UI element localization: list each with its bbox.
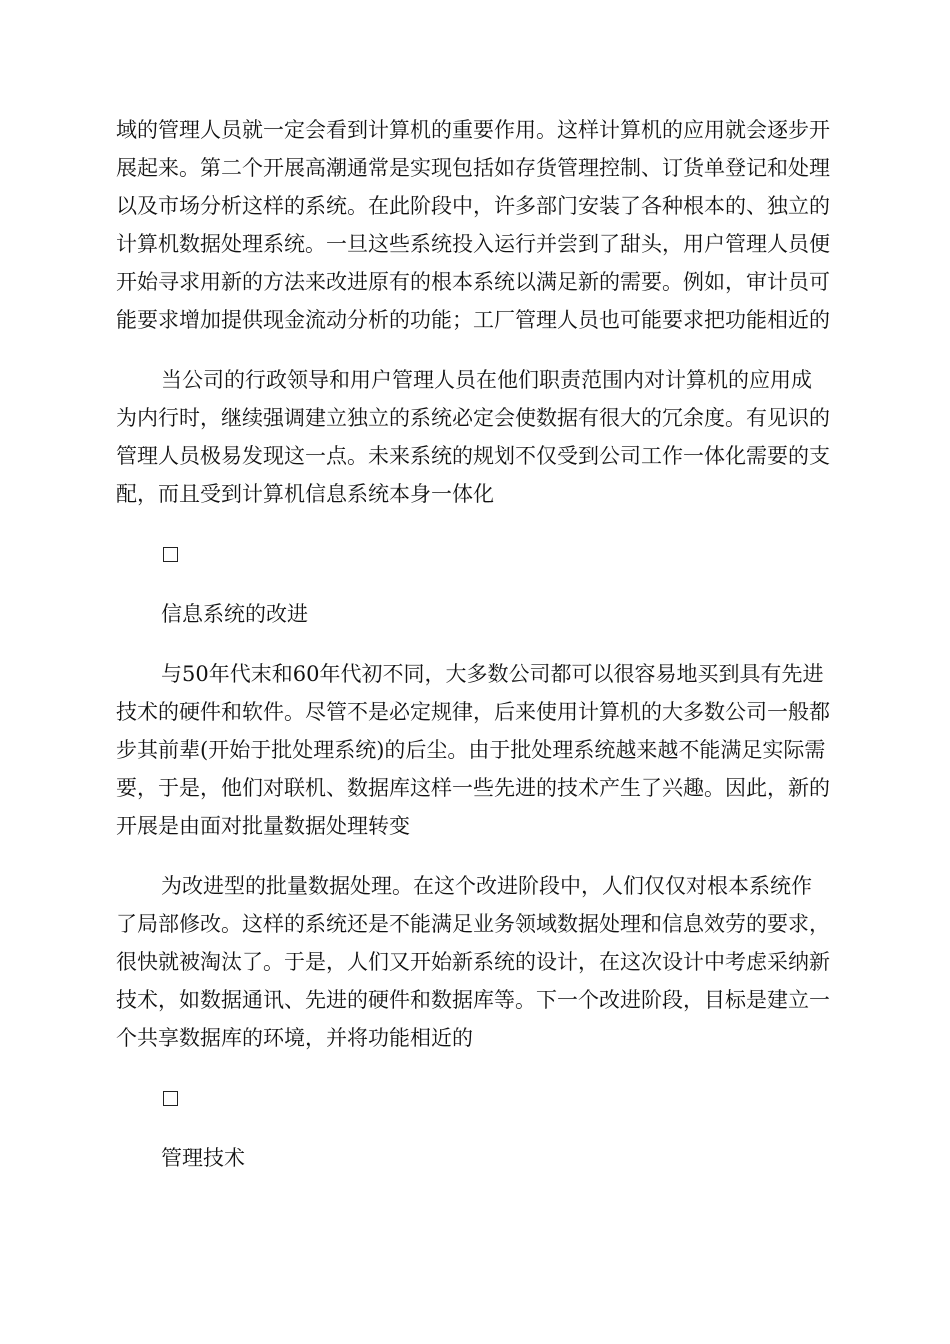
box-marker-line-2: [116, 1079, 832, 1117]
section-heading-management: 管理技术: [161, 1146, 245, 1170]
section-heading-info-system: 信息系统的改进: [161, 602, 308, 626]
checkbox-square-icon: [163, 547, 178, 562]
box-marker-line-1: [116, 535, 832, 573]
checkbox-square-icon: [163, 1091, 178, 1106]
paragraph-2: 当公司的行政领导和用户管理人员在他们职责范围内对计算机的应用成为内行时，继续强调建立独立的系统必定会使数据有很大的冗余度。有见识的管理人员极易发现这一点。未来系统的规划不仅受到公司工作一体化需要的支配，而且受到计算机信息系统本身一体化: [116, 368, 830, 506]
paragraph-3: 与50年代末和60年代初不同，大多数公司都可以很容易地买到具有先进技术的硬件和软件。尽管不是必定规律，后来使用计算机的大多数公司一般都步其前辈(开始于批处理系统)的后尘。由于批处理系统越来越不能满足实际需要，于是，他们对联机、数据库这样一些先进的技术产生了兴趣。因此，新的开展是由面对批量数据处理转变: [116, 662, 830, 838]
paragraph-1: 域的管理人员就一定会看到计算机的重要作用。这样计算机的应用就会逐步开展起来。第二个开展高潮通常是实现包括如存货管理控制、订货单登记和处理以及市场分析这样的系统。在此阶段中，许多部门安装了各种根本的、独立的计算机数据处理系统。一旦这些系统投入运行并尝到了甜头，用户管理人员便开始寻求用新的方法来改进原有的根本系统以满足新的需要。例如，审计员可能要求增加提供现金流动分析的功能；工厂管理人员也可能要求把功能相近的: [116, 118, 830, 332]
paragraph-4: 为改进型的批量数据处理。在这个改进阶段中，人们仅仅对根本系统作了局部修改。这样的系统还是不能满足业务领域数据处理和信息效劳的要求，很快就被淘汰了。于是，人们又开始新系统的设计，在这次设计中考虑采纳新技术，如数据通讯、先进的硬件和数据库等。下一个改进阶段，目标是建立一个共享数据库的环境，并将功能相近的: [116, 874, 830, 1050]
document-body: [116, 111, 832, 1199]
